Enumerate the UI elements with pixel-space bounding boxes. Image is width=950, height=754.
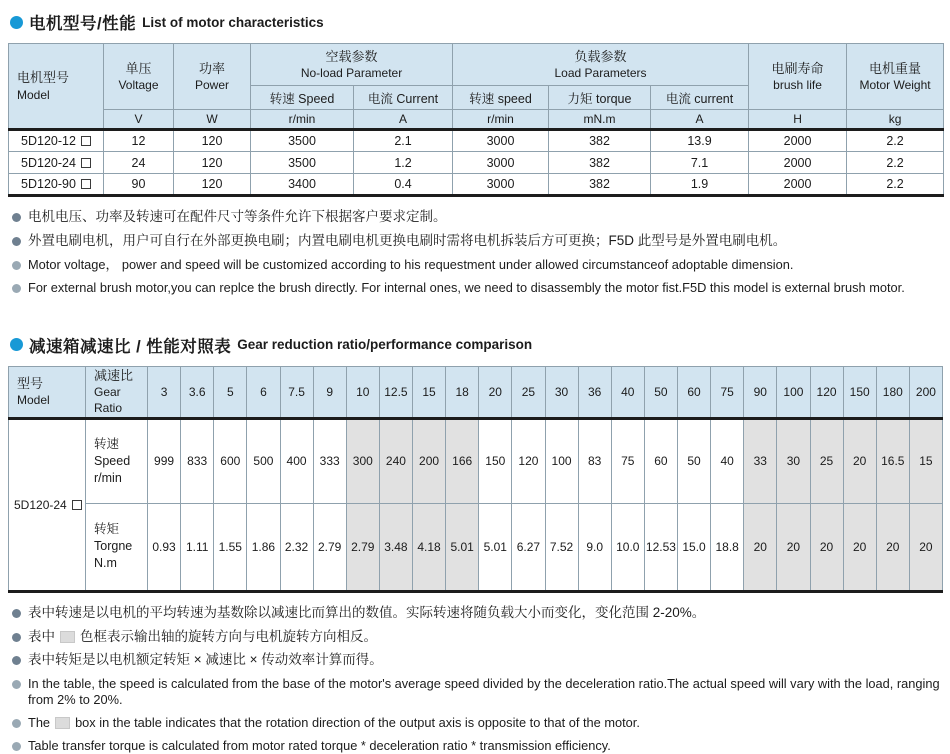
cell-power: 120: [174, 174, 251, 196]
unit-brush-life: H: [749, 110, 847, 130]
ratio-header-cell: 25: [512, 366, 545, 418]
ratio-header-cell: 7.5: [280, 366, 313, 418]
unit-load-speed: r/min: [453, 110, 549, 130]
torque-cell: 7.52: [545, 503, 578, 591]
unit-load-torque: mN.m: [549, 110, 651, 130]
gear-header-model-en: Model: [17, 393, 50, 408]
cell-brush-life: 2000: [749, 174, 847, 196]
speed-cell: 40: [711, 418, 744, 503]
subheader-load-torque: 力矩 torque: [549, 86, 651, 110]
section1-title-en: List of motor characteristics: [142, 14, 324, 30]
motor-characteristics-table: [8, 43, 944, 197]
cell-noload-speed: 3400: [251, 174, 354, 196]
ratio-header-cell: 150: [843, 366, 876, 418]
model-cell: [9, 152, 104, 174]
torque-label-unit: N.m: [94, 556, 117, 571]
subheader-load-current: 电流 current: [651, 86, 749, 110]
ratio-header-cell: 30: [545, 366, 578, 418]
cell-noload-speed: 3500: [251, 152, 354, 174]
note-text-pre: The: [28, 715, 51, 731]
cell-noload-current: 0.4: [354, 174, 453, 196]
checkbox-icon: [81, 179, 91, 189]
blue-bullet-icon: [10, 338, 23, 351]
cell-noload-speed: 3500: [251, 130, 354, 152]
note-text: 电机电压、功率及转速可在配件尺寸等条件允许下根据客户要求定制。: [28, 209, 447, 224]
note-line: [12, 629, 942, 646]
blue-bullet-icon: [10, 16, 23, 29]
torque-cell: 20: [777, 503, 810, 591]
unit-load-current: A: [651, 110, 749, 130]
table-units-row: [9, 110, 944, 130]
speed-cell: 20: [843, 418, 876, 503]
cell-load-speed: 3000: [453, 130, 549, 152]
ratio-header-cell: 40: [611, 366, 644, 418]
header-noload-en: No-load Parameter: [300, 66, 403, 81]
ratio-header-cell: 15: [413, 366, 446, 418]
torque-cell: 10.0: [611, 503, 644, 591]
note-text-pre: 表中: [28, 628, 55, 644]
ratio-header-cell: 3.6: [181, 366, 214, 418]
gear-header-model-zh: 型号: [17, 375, 44, 391]
gear-model-cell: [9, 418, 86, 591]
cell-load-speed: 3000: [453, 174, 549, 196]
note-text: Motor voltage， power and speed will be customized according to his requestment under allowed circumstanceof adoptable dimension.: [28, 256, 794, 272]
checkbox-icon: [81, 136, 91, 146]
note-line: [12, 676, 942, 708]
speed-cell: 25: [810, 418, 843, 503]
note-line: [12, 715, 942, 731]
torque-cell: 0.93: [148, 503, 181, 591]
note-line: [12, 280, 942, 296]
model-cell: [9, 174, 104, 196]
cell-noload-current: 1.2: [354, 152, 453, 174]
torque-cell: 1.55: [214, 503, 247, 591]
note-bullet-icon: [12, 656, 21, 665]
torque-cell: 9.0: [578, 503, 611, 591]
torque-cell: 15.0: [678, 503, 711, 591]
speed-cell: 30: [777, 418, 810, 503]
motor-notes: [12, 209, 942, 296]
section2-title: [10, 333, 942, 357]
gear-header-row: [9, 366, 943, 418]
header-model-zh: 电机型号: [17, 70, 70, 86]
unit-voltage: V: [104, 110, 174, 130]
ratio-header-cell: 60: [678, 366, 711, 418]
ratio-header-cell: 18: [446, 366, 479, 418]
note-text: Table transfer torque is calculated from motor rated torque * deceleration ratio * transmission efficiency.: [28, 738, 611, 754]
speed-cell: 166: [446, 418, 479, 503]
cell-brush-life: 2000: [749, 152, 847, 174]
gear-speed-row: [9, 418, 943, 503]
ratio-header-cell: 90: [744, 366, 777, 418]
ratio-header-cell: 200: [909, 366, 942, 418]
speed-cell: 240: [379, 418, 412, 503]
ratio-header-cell: 120: [810, 366, 843, 418]
gear-header-ratio-en: Gear Ratio: [94, 385, 123, 416]
unit-noload-current: A: [354, 110, 453, 130]
header-weight-en: Motor Weight: [859, 78, 931, 93]
speed-cell: 83: [578, 418, 611, 503]
cell-weight: 2.2: [847, 174, 944, 196]
ratio-header-cell: 100: [777, 366, 810, 418]
header-power-en: Power: [194, 78, 229, 93]
speed-cell: 33: [744, 418, 777, 503]
ratio-header-cell: 6: [247, 366, 280, 418]
cell-load-torque: 382: [549, 152, 651, 174]
torque-cell: 12.53: [644, 503, 677, 591]
ratio-header-cell: 36: [578, 366, 611, 418]
note-line: [12, 209, 942, 226]
note-line: [12, 605, 942, 622]
ratio-header-cell: 9: [313, 366, 346, 418]
speed-label-zh: 转速: [94, 436, 120, 451]
cell-voltage: 24: [104, 152, 174, 174]
speed-cell: 999: [148, 418, 181, 503]
note-bullet-icon: [12, 213, 21, 222]
torque-cell: 5.01: [479, 503, 512, 591]
section2-title-zh: 减速箱减速比 / 性能对照表: [29, 337, 232, 356]
cell-noload-current: 2.1: [354, 130, 453, 152]
header-brush-life: [749, 44, 847, 110]
cell-load-torque: 382: [549, 130, 651, 152]
note-bullet-icon: [12, 680, 21, 689]
ratio-header-cell: 20: [479, 366, 512, 418]
note-text: In the table, the speed is calculated from the base of the motor's average speed divided by the deceleration ratio.The actual speed will vary with the load, ranging from 2% to 20%.: [28, 676, 940, 708]
speed-cell: 120: [512, 418, 545, 503]
table-row: [9, 174, 944, 196]
header-noload-zh: 空载参数: [325, 48, 378, 64]
gear-header-ratio-zh: 减速比: [94, 367, 134, 383]
unit-power: W: [174, 110, 251, 130]
spacer: [8, 303, 942, 329]
header-power-zh: 功率: [198, 60, 225, 76]
header-model: [9, 44, 104, 130]
note-bullet-icon: [12, 284, 21, 293]
header-noload-group: [251, 44, 453, 86]
torque-cell: 20: [876, 503, 909, 591]
note-text-post: box in the table indicates that the rotation direction of the output axis is opposite to that of the motor.: [75, 715, 640, 731]
model-cell: [9, 130, 104, 152]
torque-cell: 20: [810, 503, 843, 591]
ratio-header-cell: 180: [876, 366, 909, 418]
header-motor-weight: [847, 44, 944, 110]
ratio-header-cell: 50: [644, 366, 677, 418]
speed-cell: 400: [280, 418, 313, 503]
section1-title: [10, 10, 942, 34]
cell-load-speed: 3000: [453, 152, 549, 174]
header-model-en: Model: [17, 87, 50, 102]
torque-label-zh: 转矩: [94, 522, 120, 537]
gear-torque-row: [9, 503, 943, 591]
torque-cell: 1.86: [247, 503, 280, 591]
section2-title-en: Gear reduction ratio/performance comparison: [237, 337, 533, 353]
speed-cell: 833: [181, 418, 214, 503]
header-voltage-zh: 单压: [125, 60, 152, 76]
header-load-en: Load Parameters: [554, 66, 647, 81]
note-text: [28, 629, 377, 646]
gear-header-model: [9, 366, 86, 418]
note-line: [12, 738, 942, 754]
note-text: [28, 715, 640, 731]
torque-label-en: Torgne: [94, 539, 133, 554]
speed-cell: 300: [346, 418, 379, 503]
note-line: [12, 257, 942, 273]
cell-brush-life: 2000: [749, 130, 847, 152]
gear-header-ratio: [86, 366, 148, 418]
model-label: 5D120-12: [21, 134, 76, 148]
torque-cell: 18.8: [711, 503, 744, 591]
ratio-header-cell: 10: [346, 366, 379, 418]
torque-label-cell: [86, 503, 148, 591]
note-bullet-icon: [12, 237, 21, 246]
ratio-header-cell: 12.5: [379, 366, 412, 418]
torque-cell: 1.11: [181, 503, 214, 591]
torque-cell: 2.32: [280, 503, 313, 591]
header-power: [174, 44, 251, 110]
cell-voltage: 90: [104, 174, 174, 196]
model-label: 5D120-90: [21, 177, 76, 191]
speed-label-en: Speed: [94, 453, 131, 468]
cell-weight: 2.2: [847, 130, 944, 152]
ratio-header-cell: 3: [148, 366, 181, 418]
torque-cell: 20: [843, 503, 876, 591]
torque-cell: 20: [744, 503, 777, 591]
cell-load-current: 13.9: [651, 130, 749, 152]
table-header-row: [9, 44, 944, 86]
speed-cell: 100: [545, 418, 578, 503]
speed-cell: 50: [678, 418, 711, 503]
torque-cell: 4.18: [413, 503, 446, 591]
note-text: For external brush motor,you can replce the brush directly. For internal ones, we need to disassembly the motor fist.F5D this model is external brush motor.: [28, 279, 905, 295]
checkbox-icon: [81, 158, 91, 168]
note-line: [12, 652, 942, 669]
cell-load-current: 7.1: [651, 152, 749, 174]
speed-label-cell: [86, 418, 148, 503]
note-text: 表中转矩是以电机额定转矩 × 减速比 × 传动效率计算而得。: [28, 652, 383, 668]
speed-cell: 15: [909, 418, 942, 503]
gear-ratio-table: [8, 366, 943, 593]
speed-cell: 60: [644, 418, 677, 503]
torque-cell: 2.79: [346, 503, 379, 591]
speed-cell: 16.5: [876, 418, 909, 503]
header-brush-zh: 电刷寿命: [771, 60, 824, 76]
gear-notes: [12, 605, 942, 754]
speed-cell: 333: [313, 418, 346, 503]
unit-noload-speed: r/min: [251, 110, 354, 130]
gray-box-swatch: [55, 717, 70, 729]
header-voltage: [104, 44, 174, 110]
cell-power: 120: [174, 130, 251, 152]
gear-model-label: 5D120-24: [14, 497, 67, 512]
torque-cell: 5.01: [446, 503, 479, 591]
subheader-noload-speed: 转速 Speed: [251, 86, 354, 110]
note-line: [12, 233, 942, 250]
ratio-header-cell: 75: [711, 366, 744, 418]
speed-label-unit: r/min: [94, 470, 122, 485]
note-bullet-icon: [12, 742, 21, 751]
speed-cell: 75: [611, 418, 644, 503]
note-text-post: 色框表示输出轴的旋转方向与电机旋转方向相反。: [80, 628, 377, 644]
torque-cell: 3.48: [379, 503, 412, 591]
table-row: [9, 152, 944, 174]
cell-voltage: 12: [104, 130, 174, 152]
speed-cell: 600: [214, 418, 247, 503]
note-text: 表中转速是以电机的平均转速为基数除以减速比而算出的数值。实际转速将随负载大小而变化，变化范围 2-20%。: [28, 604, 706, 620]
header-brush-en: brush life: [773, 78, 822, 93]
note-text: 外置电刷电机，用户可自行在外部更换电刷；内置电刷电机更换电刷时需将电机拆装后方可更换；F5D 此型号是外置电刷电机。: [28, 232, 787, 248]
ratio-header-cell: 5: [214, 366, 247, 418]
note-bullet-icon: [12, 261, 21, 270]
subheader-noload-current: 电流 Current: [354, 86, 453, 110]
cell-power: 120: [174, 152, 251, 174]
cell-load-torque: 382: [549, 174, 651, 196]
speed-cell: 200: [413, 418, 446, 503]
speed-cell: 150: [479, 418, 512, 503]
note-bullet-icon: [12, 609, 21, 618]
speed-cell: 500: [247, 418, 280, 503]
model-label: 5D120-24: [21, 155, 76, 170]
section1-title-zh: 电机型号/性能: [29, 15, 137, 33]
note-bullet-icon: [12, 719, 21, 728]
note-bullet-icon: [12, 633, 21, 642]
cell-load-current: 1.9: [651, 174, 749, 196]
subheader-load-speed: 转速 speed: [453, 86, 549, 110]
checkbox-icon: [72, 500, 82, 510]
header-load-zh: 负载参数: [574, 48, 627, 64]
torque-cell: 2.79: [313, 503, 346, 591]
cell-weight: 2.2: [847, 152, 944, 174]
torque-cell: 20: [909, 503, 942, 591]
torque-cell: 6.27: [512, 503, 545, 591]
header-load-group: [453, 44, 749, 86]
table-row: [9, 130, 944, 152]
gray-box-swatch: [60, 631, 75, 643]
unit-weight: kg: [847, 110, 944, 130]
header-weight-zh: 电机重量: [869, 60, 922, 76]
header-voltage-en: Voltage: [118, 78, 159, 93]
